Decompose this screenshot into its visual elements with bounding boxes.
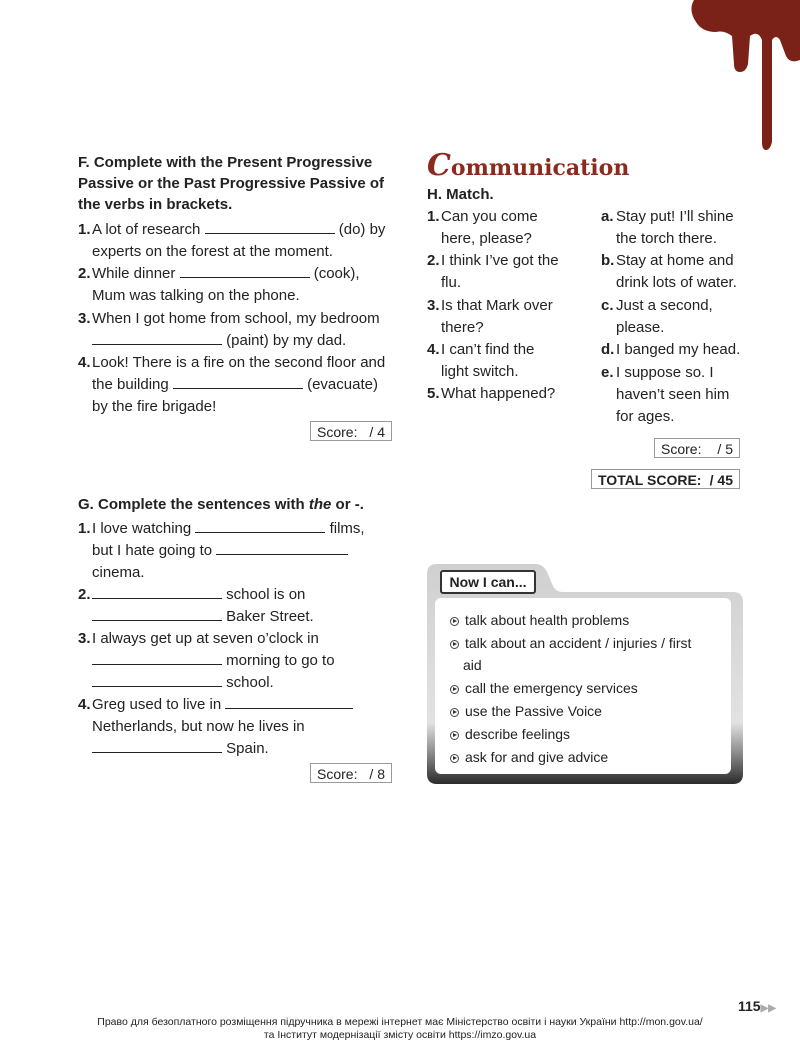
can-do-item: talk about health problems xyxy=(450,609,629,631)
play-bullet-icon xyxy=(450,685,459,694)
can-do-item-continuation: aid xyxy=(463,657,482,673)
exercise-f-title: F. Complete with the Present Progressive Passive or the Past Progressive Passive of the verbs in brackets. xyxy=(78,154,384,213)
answer-blank[interactable] xyxy=(92,330,222,345)
answer-blank[interactable] xyxy=(92,584,222,599)
play-bullet-icon xyxy=(450,640,459,649)
exercise-g-title: G. Complete the sentences with the or -. xyxy=(78,496,364,513)
answer-blank[interactable] xyxy=(92,672,222,687)
answer-blank[interactable] xyxy=(216,540,348,555)
fast-forward-icon: ▶▶ xyxy=(760,1003,776,1014)
answer-blank[interactable] xyxy=(195,518,325,533)
play-bullet-icon xyxy=(450,617,459,626)
communication-heading: Communication xyxy=(427,148,630,183)
page-number: 115▶▶ xyxy=(738,998,776,1014)
answer-blank[interactable] xyxy=(92,606,222,621)
can-do-item: describe feelings xyxy=(450,723,570,745)
paint-drip-decoration xyxy=(680,0,800,150)
answer-blank[interactable] xyxy=(180,263,310,278)
exercise-g-score-box: Score: / 8 xyxy=(310,763,392,783)
play-bullet-icon xyxy=(450,754,459,763)
play-bullet-icon xyxy=(450,708,459,717)
answer-blank[interactable] xyxy=(173,374,303,389)
answer-blank[interactable] xyxy=(225,694,353,709)
now-i-can-tab: Now I can... xyxy=(440,570,536,594)
exercise-f-score-box: Score: / 4 xyxy=(310,421,392,441)
total-score-box: TOTAL SCORE: / 45 xyxy=(591,469,740,489)
can-do-item: talk about an accident / injuries / first xyxy=(450,632,691,654)
footer-line-2: та Інститут модернізації змісту освіти https://imzo.gov.ua xyxy=(263,1029,537,1041)
answer-blank[interactable] xyxy=(92,650,222,665)
can-do-item: call the emergency services xyxy=(450,677,638,699)
exercise-h-title: H. Match. xyxy=(427,186,494,203)
can-do-item: ask for and give advice xyxy=(450,746,608,768)
footer-line-1: Право для безоплатного розміщення підручника в мережі інтернет має Міністерство освіти і науки України http://mon.gov.ua/ xyxy=(97,1016,703,1028)
can-do-item: use the Passive Voice xyxy=(450,700,602,722)
answer-blank[interactable] xyxy=(92,738,222,753)
play-bullet-icon xyxy=(450,731,459,740)
exercise-h-score-box: Score: / 5 xyxy=(654,438,740,458)
answer-blank[interactable] xyxy=(205,219,335,234)
